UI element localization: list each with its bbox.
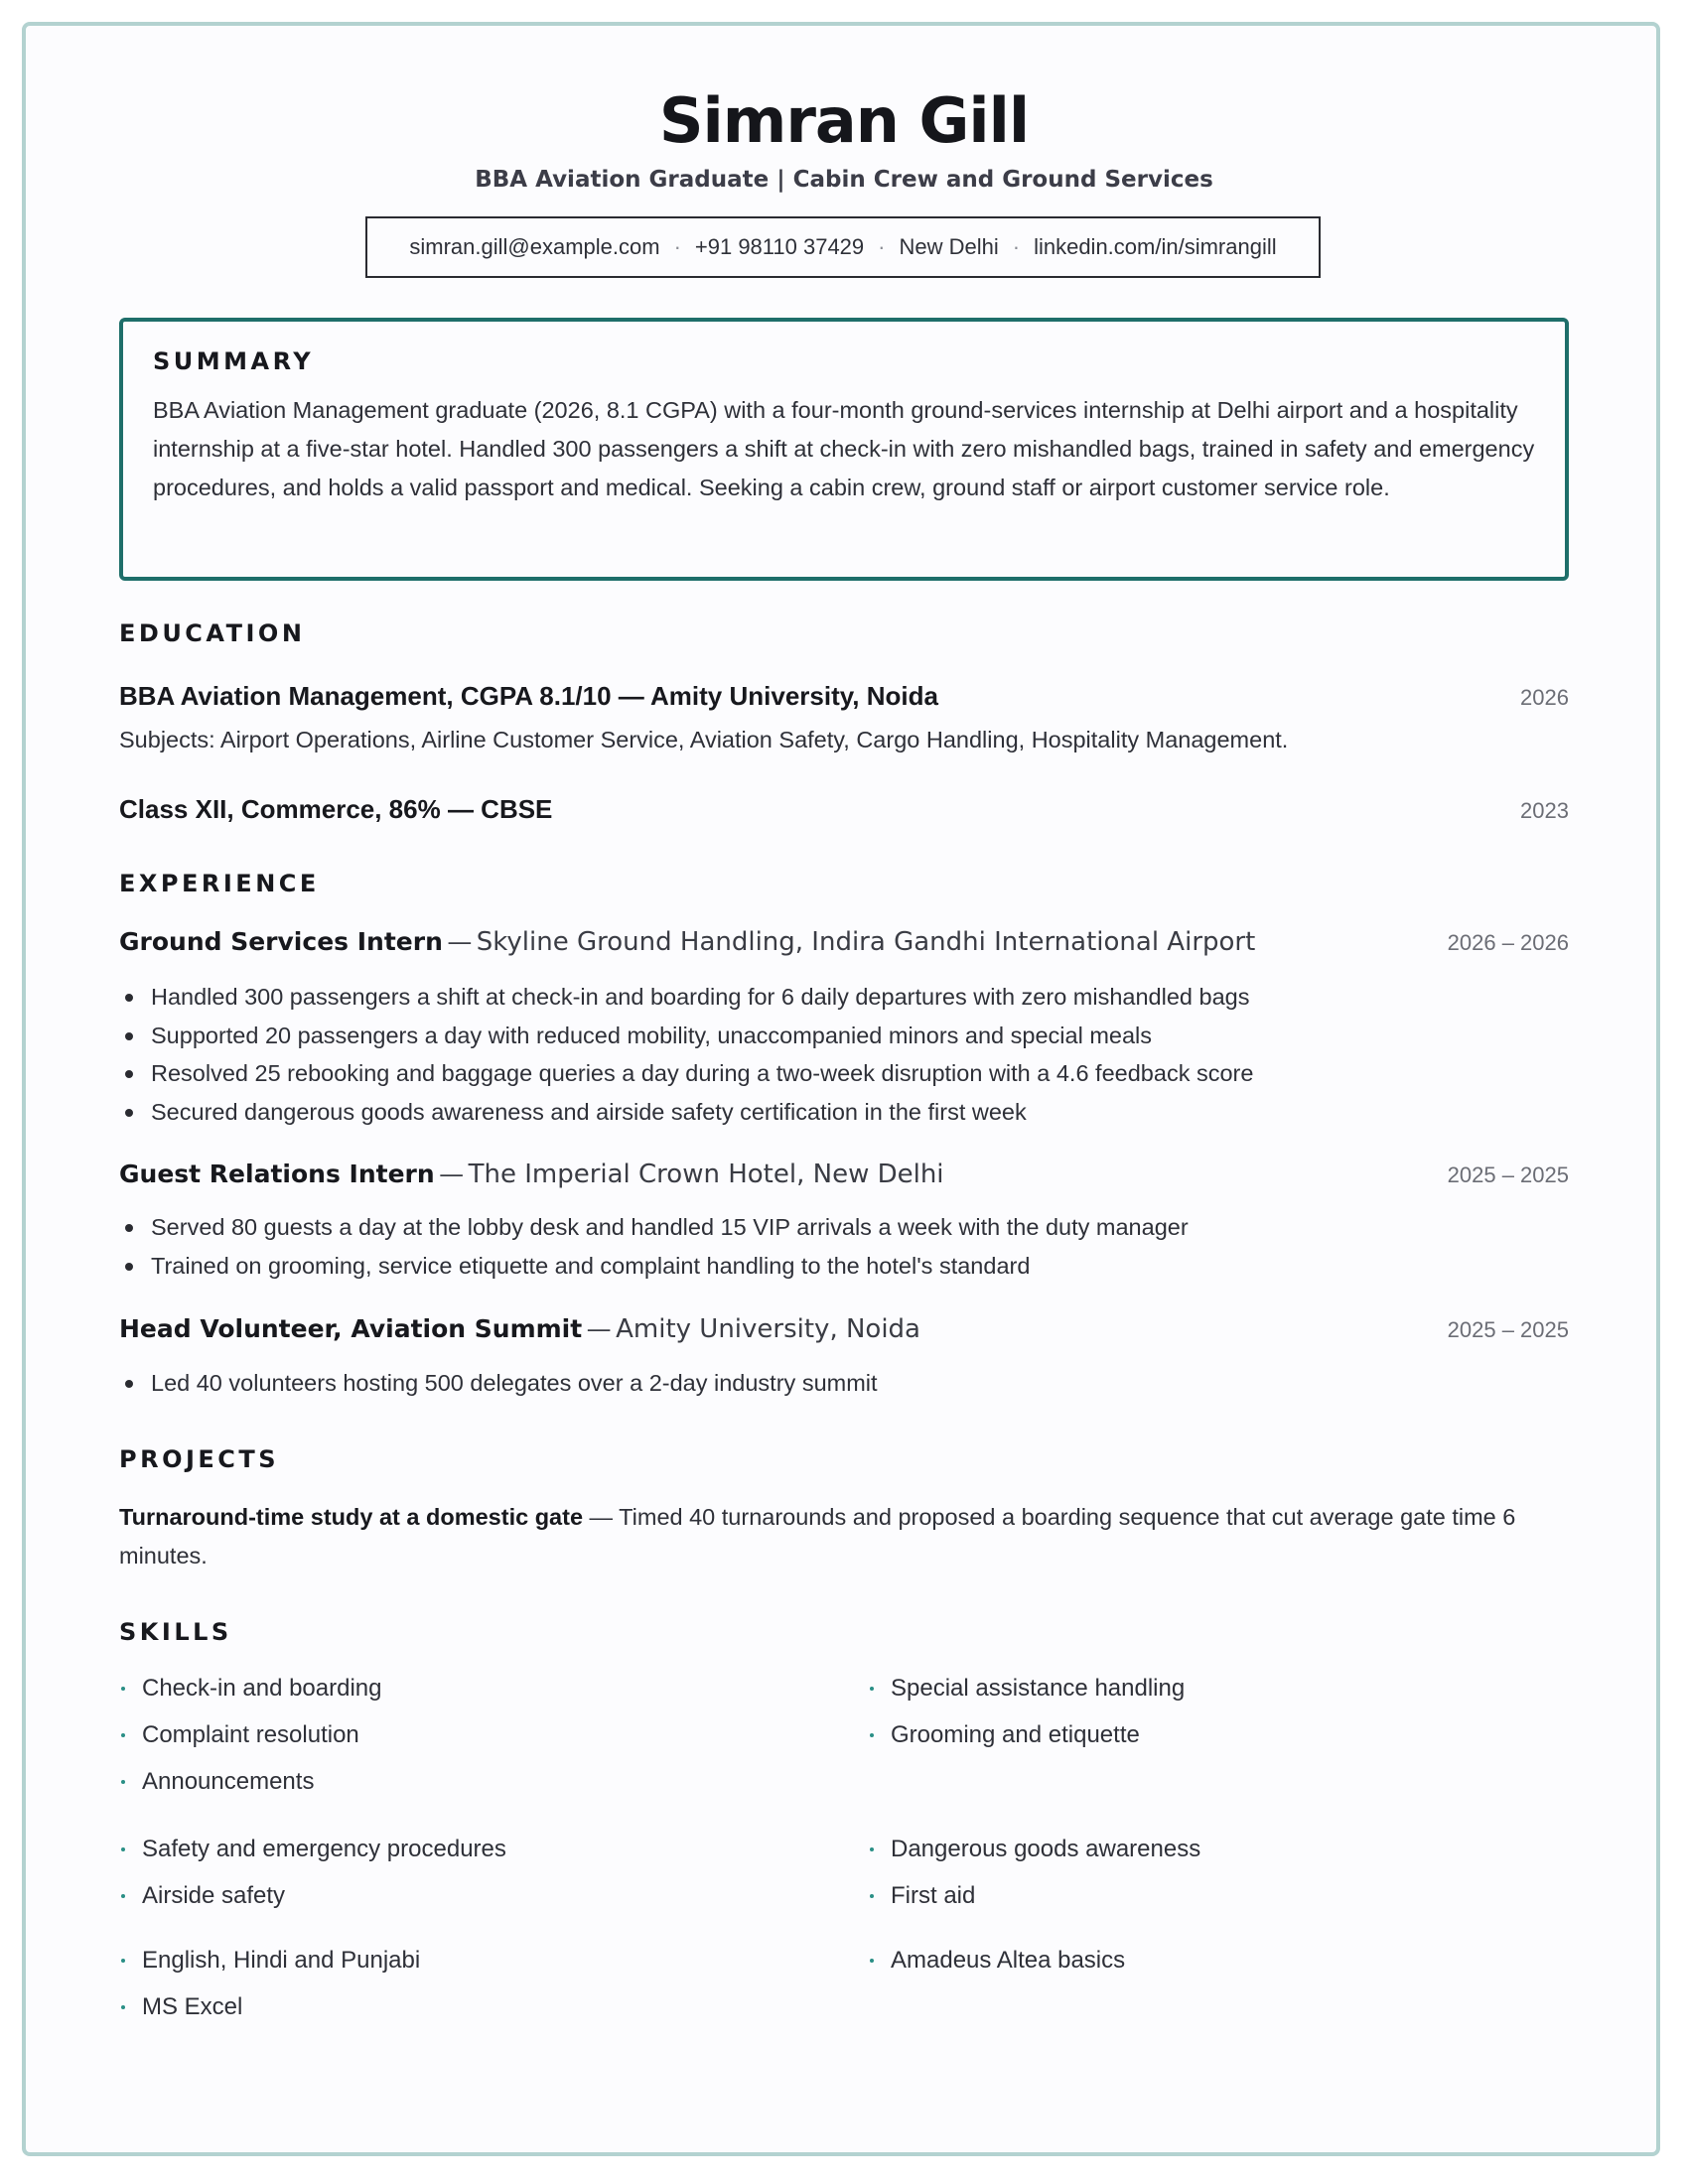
skill-item: Safety and emergency procedures — [119, 1835, 868, 1881]
job-organization: The Imperial Crown Hotel, New Delhi — [468, 1160, 944, 1189]
contact-bar — [365, 216, 1321, 278]
job-bullets — [119, 1208, 1569, 1285]
list-item: Served 80 guests a day at the lobby desk and handled 15 VIP arrivals a week with the duty manager — [119, 1208, 1569, 1247]
job-header — [119, 1314, 1569, 1344]
skill-item: Grooming and etiquette — [868, 1720, 1569, 1767]
list-item: Trained on grooming, service etiquette and complaint handling to the hotel's standard — [119, 1247, 1569, 1286]
list-item: Secured dangerous goods awareness and airside safety certification in the first week — [119, 1093, 1569, 1132]
candidate-name: Simran Gill — [658, 84, 1030, 157]
job-role: Head Volunteer, Aviation Summit — [119, 1314, 583, 1343]
skill-item: Special assistance handling — [868, 1674, 1569, 1720]
skill-item: Amadeus Altea basics — [868, 1946, 1569, 1992]
separator: · — [673, 234, 681, 259]
list-item: Handled 300 passengers a shift at check-in and boarding for 6 daily departures with zero mishandled bags — [119, 978, 1569, 1017]
skill-item: MS Excel — [119, 1992, 868, 2039]
section-title-projects: PROJECTS — [119, 1445, 280, 1473]
contact-location: New Delhi — [899, 234, 999, 259]
job-organization: Skyline Ground Handling, Indira Gandhi International Airport — [476, 927, 1256, 957]
project-item — [119, 1498, 1569, 1575]
education-title: Class XII, Commerce, 86% — CBSE — [119, 794, 553, 824]
separator: · — [878, 234, 886, 259]
section-title-education: EDUCATION — [119, 619, 306, 647]
education-item — [119, 681, 1569, 712]
headline: BBA Aviation Graduate | Cabin Crew and Ground Services — [475, 167, 1213, 193]
job-date: 2025 – 2025 — [1447, 1317, 1569, 1342]
section-title-experience: EXPERIENCE — [119, 870, 320, 897]
contact-phone[interactable]: +91 98110 37429 — [694, 234, 865, 259]
job-header — [119, 927, 1569, 957]
education-date: 2023 — [1520, 798, 1569, 823]
job-role: Ground Services Intern — [119, 927, 443, 956]
contact-email[interactable]: simran.gill@example.com — [409, 234, 660, 259]
education-item — [119, 794, 1569, 825]
list-item: Led 40 volunteers hosting 500 delegates over a 2-day industry summit — [119, 1364, 1569, 1403]
separator: · — [1012, 234, 1021, 259]
skills-group — [119, 1835, 1569, 1928]
skill-item: Announcements — [119, 1767, 868, 1814]
job-role: Guest Relations Intern — [119, 1160, 435, 1188]
education-detail: Subjects: Airport Operations, Airline Customer Service, Aviation Safety, Cargo Handling, Hospitality Management. — [119, 727, 1289, 752]
summary-section — [119, 318, 1569, 581]
job-header — [119, 1160, 1569, 1189]
job-bullets — [119, 978, 1569, 1131]
section-title-skills: SKILLS — [119, 1618, 232, 1646]
skill-item: First aid — [868, 1881, 1569, 1928]
education-date: 2026 — [1520, 685, 1569, 710]
skill-item: Dangerous goods awareness — [868, 1835, 1569, 1881]
education-title: BBA Aviation Management, CGPA 8.1/10 — Amity University, Noida — [119, 681, 938, 711]
summary-text: BBA Aviation Management graduate (2026, 8.1 CGPA) with a four-month ground-services internship at Delhi airport and a hospitality internship at a five-star hotel. Handled 300 passengers a shift at check-in with zero mishandled bags, trained in safety and emergency procedures, and holds a valid passport and medical. Seeking a cabin crew, ground staff or airport customer service role. — [153, 397, 1535, 500]
skill-item: Check-in and boarding — [119, 1674, 868, 1720]
job-organization: Amity University, Noida — [616, 1314, 920, 1344]
project-description: — Timed 40 turnarounds and proposed a boarding sequence that cut average gate time 6 minutes. — [119, 1504, 1516, 1569]
project-name: Turnaround-time study at a domestic gate — [119, 1504, 584, 1530]
list-item: Supported 20 passengers a day with reduced mobility, unaccompanied minors and special meals — [119, 1017, 1569, 1055]
skills-group — [119, 1946, 1569, 2039]
skill-item: English, Hindi and Punjabi — [119, 1946, 868, 1992]
contact-linkedin[interactable]: linkedin.com/in/simrangill — [1034, 234, 1277, 259]
job-date: 2025 – 2025 — [1447, 1162, 1569, 1187]
list-item: Resolved 25 rebooking and baggage queries a day during a two-week disruption with a 4.6 feedback score — [119, 1054, 1569, 1093]
skill-item: Complaint resolution — [119, 1720, 868, 1767]
section-title-summary: SUMMARY — [153, 347, 315, 375]
job-date: 2026 – 2026 — [1447, 930, 1569, 955]
job-bullets — [119, 1364, 1569, 1403]
dash: — — [447, 927, 473, 956]
dash: — — [439, 1160, 465, 1188]
dash: — — [586, 1314, 612, 1343]
skills-group — [119, 1674, 1569, 1814]
skill-item: Airside safety — [119, 1881, 868, 1928]
